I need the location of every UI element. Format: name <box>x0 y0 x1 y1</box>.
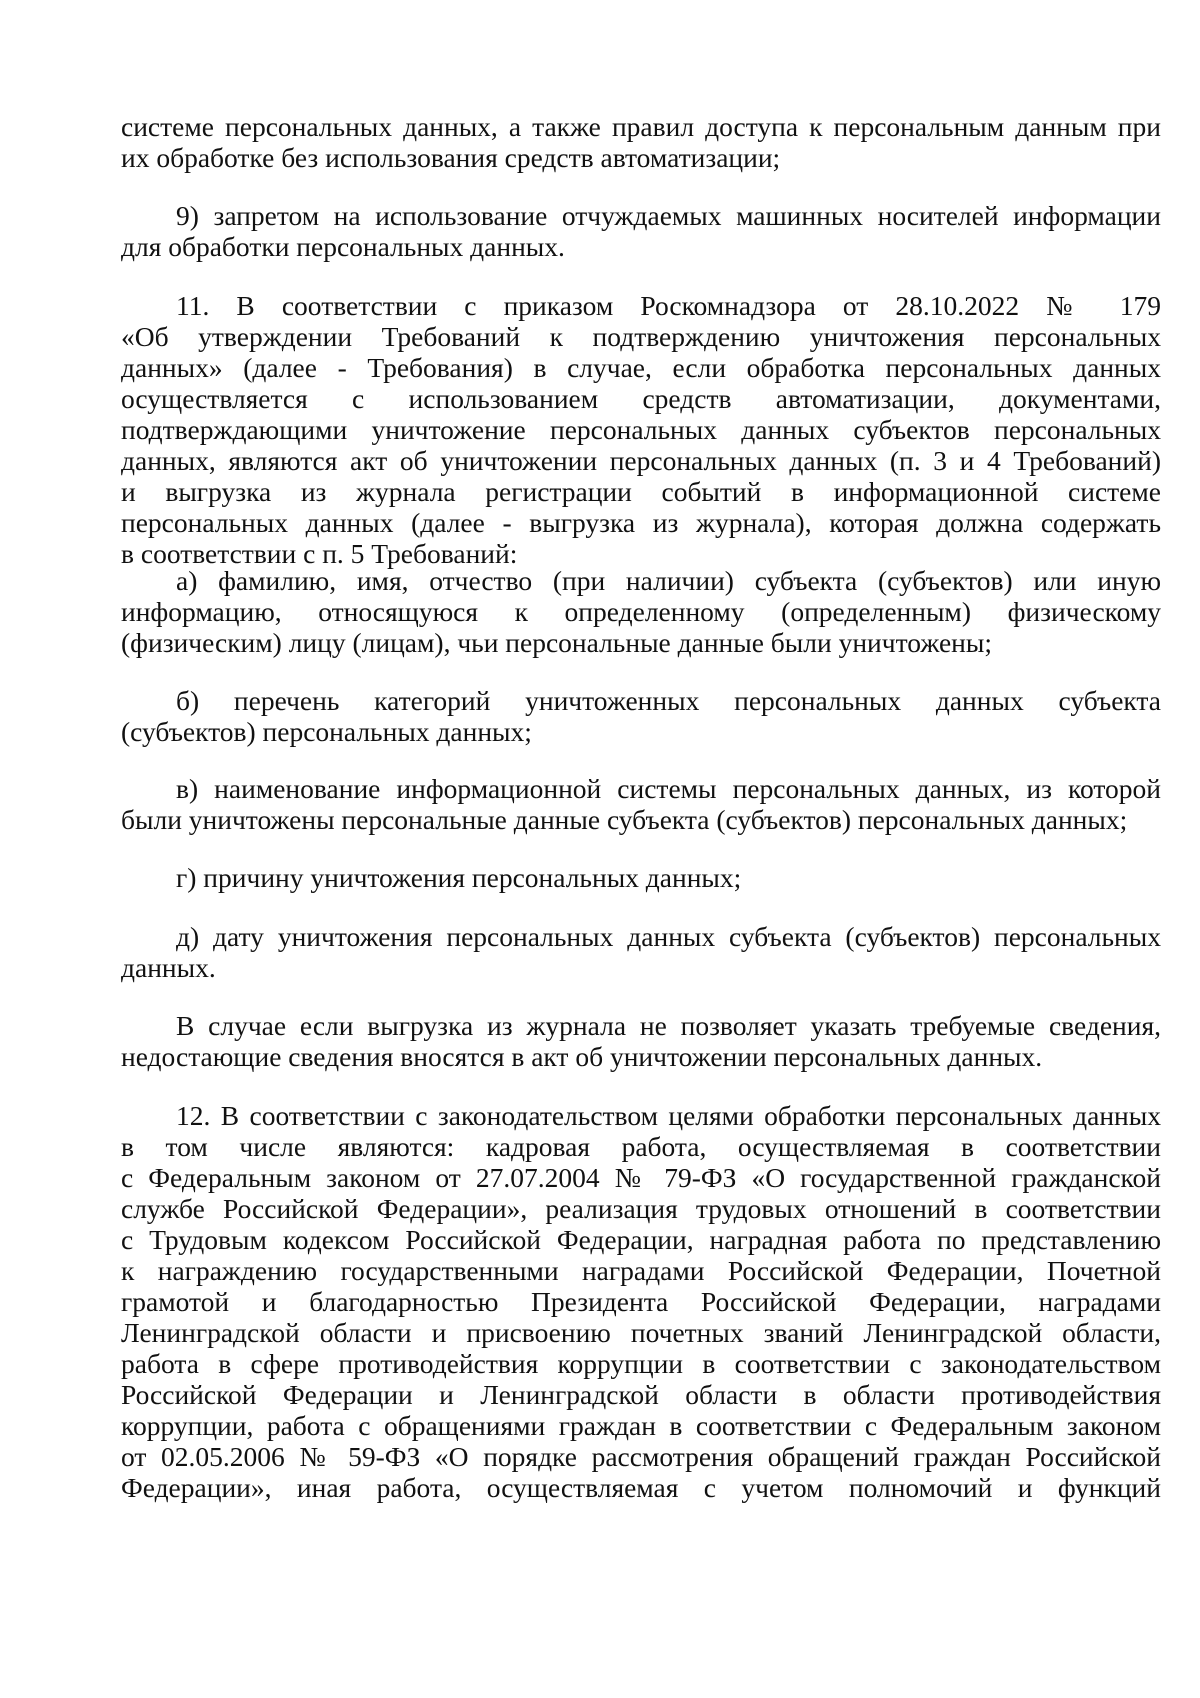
paragraph-item-9 <box>121 200 1161 262</box>
text-line: с Трудовым кодексом Российской Федерации, наградная работа по представлению <box>121 1224 1161 1255</box>
text-line: персональных данных (далее - выгрузка из журнала), которая должна содержать <box>121 507 1161 538</box>
text-line: подтверждающими уничтожение персональных данных субъектов персональных <box>121 414 1161 445</box>
text-line: В случае если выгрузка из журнала не позволяет указать требуемые сведения, <box>176 1010 1161 1041</box>
paragraph-item-v <box>121 773 1161 835</box>
text-line: б) перечень категорий уничтоженных персональных данных субъекта <box>176 685 1161 716</box>
paragraph-item-b <box>121 685 1161 747</box>
text-line: г) причину уничтожения персональных данных; <box>176 862 742 893</box>
paragraph-continuation <box>121 111 1161 173</box>
text-line: их обработке без использования средств автоматизации; <box>121 142 781 173</box>
text-line: коррупции, работа с обращениями граждан в соответствии с Федеральным законом <box>121 1410 1161 1441</box>
text-line: данных. <box>121 952 216 983</box>
text-line: службе Российской Федерации», реализация трудовых отношений в соответствии <box>121 1193 1161 1224</box>
text-line: для обработки персональных данных. <box>121 231 565 262</box>
paragraph-item-g <box>121 862 1161 893</box>
text-line: в соответствии с п. 5 Требований: <box>121 538 518 569</box>
text-line: Ленинградской области и присвоению почетных званий Ленинградской области, <box>121 1317 1161 1348</box>
text-line: были уничтожены персональные данные субъекта (субъектов) персональных данных; <box>121 804 1128 835</box>
text-line: д) дату уничтожения персональных данных субъекта (субъектов) персональных <box>176 921 1161 952</box>
text-line: данных, являются акт об уничтожении персональных данных (п. 3 и 4 Требований) <box>121 445 1161 476</box>
paragraph-item-d <box>121 921 1161 983</box>
text-line: осуществляется с использованием средств автоматизации, документами, <box>121 383 1161 414</box>
paragraph-item-a <box>121 565 1161 658</box>
text-line: работа в сфере противодействия коррупции в соответствии с законодательством <box>121 1348 1161 1379</box>
text-line: в том числе являются: кадровая работа, осуществляемая в соответствии <box>121 1131 1161 1162</box>
text-line: 9) запретом на использование отчуждаемых машинных носителей информации <box>176 200 1161 231</box>
text-line: «Об утверждении Требований к подтверждению уничтожения персональных <box>121 321 1161 352</box>
paragraph-clause-11 <box>121 290 1161 569</box>
text-line: в) наименование информационной системы персональных данных, из которой <box>176 773 1161 804</box>
text-line: 12. В соответствии с законодательством целями обработки персональных данных <box>176 1100 1161 1131</box>
text-line: (физическим) лицу (лицам), чьи персональные данные были уничтожены; <box>121 627 993 658</box>
text-line: информацию, относящуюся к определенному (определенным) физическому <box>121 596 1161 627</box>
paragraph-note <box>121 1010 1161 1072</box>
paragraph-clause-12 <box>121 1100 1161 1503</box>
text-line: от 02.05.2006 № 59-ФЗ «О порядке рассмотрения обращений граждан Российской <box>121 1441 1161 1472</box>
text-line: к награждению государственными наградами Российской Федерации, Почетной <box>121 1255 1161 1286</box>
text-line: а) фамилию, имя, отчество (при наличии) субъекта (субъектов) или иную <box>176 565 1161 596</box>
text-line: Российской Федерации и Ленинградской области в области противодействия <box>121 1379 1161 1410</box>
text-line: и выгрузка из журнала регистрации событий в информационной системе <box>121 476 1161 507</box>
text-line: данных» (далее - Требования) в случае, если обработка персональных данных <box>121 352 1161 383</box>
text-line: недостающие сведения вносятся в акт об уничтожении персональных данных. <box>121 1041 1043 1072</box>
text-line: 11. В соответствии с приказом Роскомнадзора от 28.10.2022 № 179 <box>176 290 1161 321</box>
text-line: грамотой и благодарностью Президента Российской Федерации, наградами <box>121 1286 1161 1317</box>
text-line: (субъектов) персональных данных; <box>121 716 532 747</box>
text-line: системе персональных данных, а также правил доступа к персональным данным при <box>121 111 1161 142</box>
text-line: Федерации», иная работа, осуществляемая с учетом полномочий и функций <box>121 1472 1161 1503</box>
text-line: с Федеральным законом от 27.07.2004 № 79-ФЗ «О государственной гражданской <box>121 1162 1161 1193</box>
